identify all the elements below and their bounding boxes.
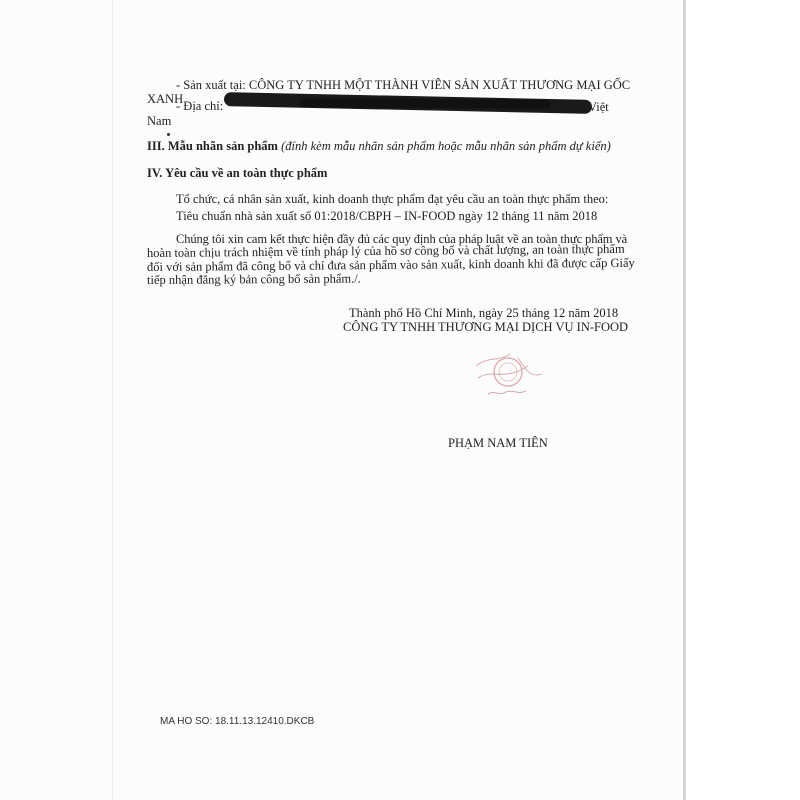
section-3-heading [147, 139, 611, 154]
commitment-line-1: Chúng tôi xin cam kết thực hiện đầy đủ các quy định của pháp luật về an toàn thực phẩm và [176, 232, 628, 246]
section-4-title: IV. Yêu cầu về an toàn thực phẩm [147, 166, 328, 180]
company-name: CÔNG TY TNHH THƯƠNG MẠI DỊCH VỤ IN-FOOD [343, 320, 629, 334]
address-tail: Việt [588, 100, 609, 114]
commitment-line-2: hoàn toàn chịu trách nhiệm về tính pháp lý của hồ sơ công bố và chất lượng, an toàn thực phẩm [146, 241, 625, 260]
redaction-scribble-overlay [300, 98, 550, 109]
producer-line: - Sản xuất tại: CÔNG TY TNHH MỘT THÀNH VIÊN SẢN XUẤT THƯƠNG MẠI GỐC [176, 78, 631, 92]
file-code: MA HO SO: 18.11.13.12410.DKCB [160, 716, 315, 727]
place-date: Thành phố Hồ Chí Minh, ngày 25 tháng 12 năm 2018 [349, 306, 619, 320]
page-margin [686, 0, 800, 800]
address-label: - Địa chỉ: [176, 99, 224, 113]
page-left-edge [112, 0, 113, 800]
section-3-title: III. Mẫu nhãn sản phẩm [147, 139, 278, 153]
commitment-line-3: đối với sản phẩm đã công bố và chỉ đưa sản phẩm vào sản xuất, kinh doanh khi đã được cấp Giấy [146, 255, 635, 274]
signer-name: PHẠM NAM TIÊN [448, 436, 548, 450]
bullet-dot [167, 133, 170, 136]
company-seal-stamp [468, 348, 546, 400]
requirement-line-1: Tổ chức, cá nhân sản xuất, kinh doanh thực phẩm đạt yêu cầu an toàn thực phẩm theo: [176, 192, 609, 206]
commitment-line-4: tiếp nhận đăng ký bản công bố sản phẩm./. [146, 271, 361, 287]
section-3-note: (đính kèm mẫu nhãn sản phẩm hoặc mẫu nhãn sản phẩm dự kiến) [281, 139, 611, 153]
address-tail-2: Nam [147, 114, 172, 128]
producer-line-cont: XANH [147, 92, 184, 106]
requirement-line-2: Tiêu chuẩn nhà sản xuất số 01:2018/CBPH – IN-FOOD ngày 12 tháng 11 năm 2018 [176, 209, 598, 223]
